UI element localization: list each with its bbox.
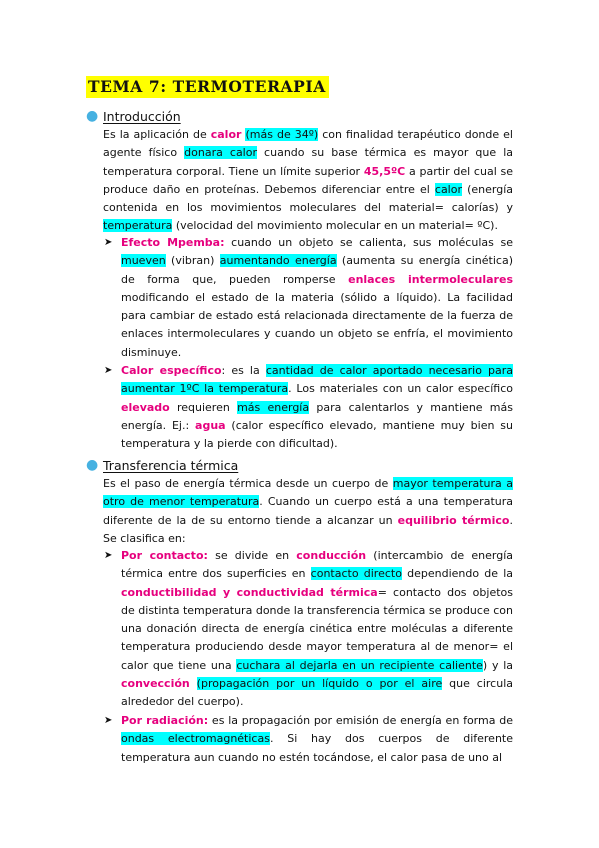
text-run: . Cuando un cuerpo está a una temperatura diferente de la de su entorno tiende a alcanzar un — [103, 495, 513, 527]
arrow-bullet-icon: ➤ — [104, 365, 113, 376]
emphasis-text: Por radiación: — [121, 714, 209, 727]
highlight-text: ondas electromagnéticas — [121, 732, 270, 746]
emphasis-text: Calor específico — [121, 364, 222, 377]
text-run: . Los materiales con un calor específico — [288, 382, 513, 396]
text-run: es la propagación por emisión de energía en forma de — [208, 714, 513, 727]
emphasis-text: conductibilidad y conductividad térmica — [121, 585, 378, 599]
text-run: cuando un objeto se calienta, sus moléculas se — [224, 236, 513, 249]
text-run: requieren — [169, 400, 238, 414]
text-run: (energía contenida en los movimientos moleculares del material= calorías) y — [103, 182, 513, 215]
emphasis-text: conducción — [296, 549, 367, 562]
section-heading-text: Transferencia térmica — [103, 458, 239, 473]
emphasis-text: enlaces intermoleculares — [348, 272, 513, 286]
arrow-bullet-icon: ➤ — [104, 715, 113, 726]
highlight-text: aumentando energía — [219, 254, 337, 268]
emphasis-text: Por contacto: — [121, 549, 208, 562]
highlight-text: contacto directo — [310, 567, 402, 581]
emphasis-text: convección — [121, 677, 190, 691]
section-heading-text: Introducción — [103, 109, 181, 124]
text-run: (aumenta su energía cinética) de forma que, pueden romperse — [121, 254, 513, 286]
highlight-text: cantidad de calor aportado necesario para aumentar 1ºC la temperatura — [121, 364, 513, 396]
emphasis-text: calor — [210, 128, 242, 141]
text-run: para calentarlos y mantiene más energía. Ej.: — [121, 400, 513, 432]
text-run: modificando el estado de la materia (sólido a líquido). La facilidad para cambiar de estado está relacionada directamente de la fuerza de enlaces intermoleculares y cuando un objeto se enfría, el movimiento disminuye. — [121, 290, 513, 359]
text-run: se divide en — [207, 549, 297, 562]
highlight-text: cuchara al dejarla en un recipiente caliente — [236, 658, 483, 672]
list-item — [121, 362, 513, 453]
highlight-text: más energía — [237, 400, 310, 414]
highlight-text: calor — [434, 182, 462, 196]
text-run: dependiendo de la — [401, 567, 513, 581]
highlight-text: (más de 34º) — [245, 128, 319, 141]
emphasis-text: agua — [195, 418, 226, 432]
emphasis-text: 45,5ºC — [363, 164, 406, 178]
emphasis-text: elevado — [121, 400, 170, 414]
section-intro — [103, 475, 513, 548]
text-run: Es el paso de energía térmica desde un cuerpo de — [103, 477, 393, 490]
text-run: Es la aplicación de — [103, 128, 211, 141]
section-heading — [103, 108, 181, 125]
highlight-text: mueven — [121, 254, 166, 268]
highlight-text: (propagación por un líquido o por el aire — [196, 677, 443, 691]
text-run: . Se clasifica en: — [103, 513, 513, 545]
text-run — [190, 677, 197, 690]
highlight-text: temperatura — [103, 219, 173, 233]
section-heading — [103, 457, 238, 474]
text-run: . Si hay dos cuerpos de diferente temperatura aun cuando no estén tocándose, el calor pasa de uno al — [121, 732, 513, 764]
highlight-text: mayor temperatura a otro de menor temperatura — [103, 477, 514, 509]
arrow-bullet-icon: ➤ — [104, 550, 113, 561]
text-run: = contacto dos objetos de distinta temperatura donde la transferencia térmica se produce con una donación directa de energía cinética entre moléculas a diferente temperatura produciendo desde mayor temperatura al de menor= el calor que tiene una — [121, 585, 513, 672]
text-run: : es la — [221, 364, 266, 377]
text-run: que circula alrededor del cuerpo). — [121, 677, 513, 709]
text-run: cuando su base térmica es mayor que la temperatura corporal. Tiene un límite superior — [103, 146, 514, 178]
emphasis-text: Efecto Mpemba: — [121, 236, 225, 249]
text-run: (vibran) — [165, 254, 220, 268]
list-item — [121, 547, 513, 712]
text-run: (velocidad del movimiento molecular en un material= ºC). — [172, 219, 498, 233]
bullet-icon: ● — [86, 457, 99, 473]
list-item — [121, 712, 513, 767]
text-run: con finalidad terapéutico donde el agente físico — [103, 128, 513, 160]
section-intro — [103, 126, 513, 236]
text-run: ) y la — [482, 658, 513, 672]
text-run: (intercambio de energía térmica entre dos superficies en — [121, 549, 514, 581]
emphasis-text: equilibrio térmico — [397, 513, 510, 527]
text-run: (calor específico elevado, mantiene muy bien su temperatura y la pierde con dificultad). — [121, 418, 513, 451]
bullet-icon: ● — [86, 108, 99, 124]
highlight-text: donara calor — [184, 146, 257, 160]
arrow-bullet-icon: ➤ — [104, 237, 113, 248]
page-title: TEMA 7: TERMOTERAPIA — [86, 76, 329, 98]
text-run: a partir del cual se produce daño en proteínas. Debemos diferenciar entre el — [103, 164, 513, 196]
list-item — [121, 234, 513, 362]
